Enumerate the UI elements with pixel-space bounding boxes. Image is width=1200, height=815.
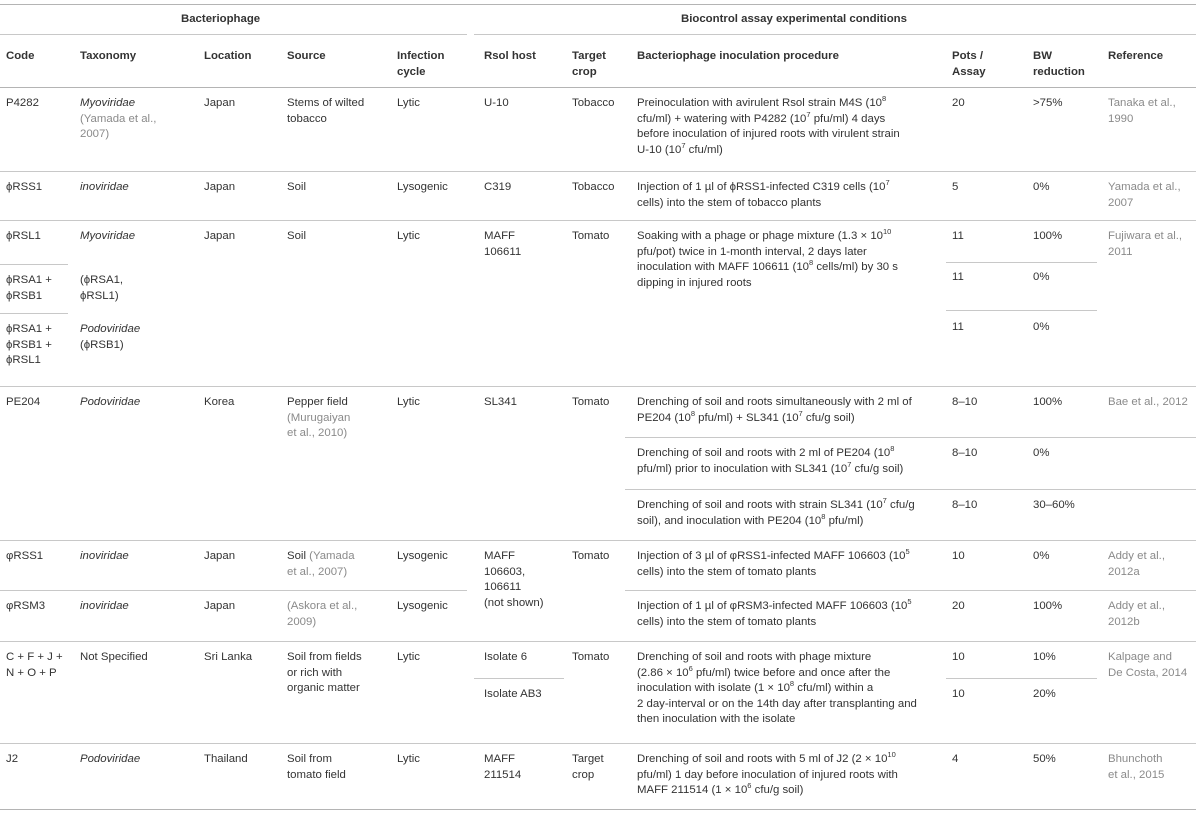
group-rule-bacteriophage xyxy=(0,34,467,35)
cell-bw: 0% xyxy=(1033,447,1050,459)
cell-pots: 10 xyxy=(952,550,965,562)
row-rule xyxy=(0,386,1196,387)
cell-host: Isolate 6 xyxy=(484,651,528,663)
cell-taxonomy: Podoviridae (ϕRSB1) xyxy=(80,323,141,351)
cell-bw: 10% xyxy=(1033,651,1056,663)
subrow-rule xyxy=(0,264,68,265)
cell-bw: 0% xyxy=(1033,550,1050,562)
cell-crop: Target crop xyxy=(572,753,604,781)
cell-source: (Askora et al., 2009) xyxy=(287,600,358,628)
cell-location: Japan xyxy=(204,550,236,562)
table-bottom-rule xyxy=(0,809,1196,810)
cell-code: ϕRSS1 xyxy=(6,181,43,193)
subrow-rule xyxy=(625,437,1196,438)
cell-taxonomy: Podoviridae xyxy=(80,753,141,765)
cell-host: SL341 xyxy=(484,396,517,408)
cell-reference[interactable]: Fujiwara et al., 2011 xyxy=(1108,230,1183,258)
cell-taxonomy: inoviridae xyxy=(80,600,129,612)
cell-procedure: Preinoculation with avirulent Rsol strain M4S ($10^8$ cfu/ml) + watering with P4282 ($10^7$ pfu/ml) 4 days before inoculation of injured roots with virulent strain U-10 ($10^7$ cfu/ml) xyxy=(637,94,900,156)
cell-crop: Tobacco xyxy=(572,97,615,109)
cell-procedure: Injection of 1 µl of φRSM3-infected MAFF 106603 ($10^5$ cells) into the stem of tomato plants xyxy=(637,597,912,628)
cell-host: MAFF 106611 xyxy=(484,230,522,258)
column-header-source: Source xyxy=(287,50,326,62)
cell-code: ϕRSA1 + ϕRSB1 + ϕRSL1 xyxy=(6,323,52,366)
cell-pots: 8–10 xyxy=(952,447,978,459)
cell-host: C319 xyxy=(484,181,512,193)
cell-cycle: Lysogenic xyxy=(397,550,448,562)
cell-cycle: Lytic xyxy=(397,753,420,765)
cell-pots: 20 xyxy=(952,97,965,109)
column-header-bw: BW reduction xyxy=(1033,50,1085,78)
cell-taxonomy: Not Specified xyxy=(80,651,148,663)
cell-crop: Tomato xyxy=(572,396,610,408)
cell-pots: 10 xyxy=(952,651,965,663)
cell-procedure: Drenching of soil and roots with 2 ml of PE204 ($10^8$ pfu/ml) prior to inoculation with SL341 ($10^7$ cfu/g soil) xyxy=(637,444,904,475)
cell-cycle: Lysogenic xyxy=(397,600,448,612)
subrow-rule xyxy=(946,678,1097,679)
column-header-taxonomy: Taxonomy xyxy=(80,50,137,62)
group-rule-biocontrol xyxy=(474,34,1196,35)
cell-reference[interactable]: Bhunchoth et al., 2015 xyxy=(1108,753,1165,781)
subrow-rule xyxy=(625,489,1196,490)
column-header-code: Code xyxy=(6,50,35,62)
cell-cycle: Lytic xyxy=(397,97,420,109)
cell-code: PE204 xyxy=(6,396,41,408)
table-top-rule xyxy=(0,4,1196,5)
subrow-rule xyxy=(946,262,1097,263)
cell-location: Japan xyxy=(204,600,236,612)
row-rule xyxy=(0,171,1196,172)
cell-reference[interactable]: Bae et al., 2012 xyxy=(1108,396,1188,408)
cell-host: U-10 xyxy=(484,97,509,109)
cell-cycle: Lysogenic xyxy=(397,181,448,193)
row-rule xyxy=(0,540,1196,541)
cell-procedure: Drenching of soil and roots with strain SL341 ($10^7$ cfu/g soil), and inoculation with PE204 ($10^8$ pfu/ml) xyxy=(637,496,915,527)
row-rule xyxy=(0,220,1196,221)
cell-source: Pepper field (Murugaiyan et al., 2010) xyxy=(287,396,351,439)
cell-reference[interactable]: Kalpage and De Costa, 2014 xyxy=(1108,651,1188,679)
row-rule xyxy=(0,641,1196,642)
cell-source: Stems of wilted tobacco xyxy=(287,97,365,125)
cell-taxonomy: inoviridae xyxy=(80,550,129,562)
cell-reference[interactable]: Addy et al., 2012b xyxy=(1108,600,1165,628)
cell-taxonomy: Myoviridae xyxy=(80,230,136,242)
column-header-infection: Infection cycle xyxy=(397,50,445,78)
column-header-location: Location xyxy=(204,50,252,62)
subrow-rule xyxy=(625,590,1196,591)
cell-procedure: Soaking with a phage or phage mixture ($1.3 \times 10^{10}$ pfu/pot) twice in 1-month interval, 2 days later inoculation with MAFF 106611 ($10^8$ cells/ml) by 30 s dipping in injured roots xyxy=(637,227,899,289)
group-header-bacteriophage: Bacteriophage xyxy=(181,13,261,25)
cell-source: Soil xyxy=(287,181,306,193)
cell-procedure: Drenching of soil and roots simultaneously with 2 ml of PE204 ($10^8$ pfu/ml) + SL341 ($10^7$ cfu/g soil) xyxy=(637,396,912,424)
cell-source: Soil from tomato field xyxy=(287,753,346,781)
cell-code: J2 xyxy=(6,753,19,765)
column-header-procedure: Bacteriophage inoculation procedure xyxy=(637,50,839,62)
cell-crop: Tobacco xyxy=(572,181,615,193)
cell-cycle: Lytic xyxy=(397,396,420,408)
cell-bw: 0% xyxy=(1033,271,1050,283)
cell-reference[interactable]: Addy et al., 2012a xyxy=(1108,550,1165,578)
cell-pots: 8–10 xyxy=(952,396,978,408)
column-header-host: Rsol host xyxy=(484,50,536,62)
cell-procedure: Drenching of soil and roots with phage mixture ($2.86 \times 10^6$ pfu/ml) twice before and once after the inoculation with isolate ($1 \times 10^8$ cfu/ml) within a 2 day-interval or on the 14th day after transplanting and then inoculation with the isolate xyxy=(637,651,917,725)
cell-location: Sri Lanka xyxy=(204,651,253,663)
cell-crop: Tomato xyxy=(572,651,610,663)
cell-bw: 20% xyxy=(1033,688,1056,700)
cell-bw: 30–60% xyxy=(1033,499,1075,511)
cell-crop: Tomato xyxy=(572,550,610,562)
cell-procedure: Injection of 3 µl of φRSS1-infected MAFF 106603 ($10^5$ cells) into the stem of tomato plants xyxy=(637,547,910,578)
cell-location: Japan xyxy=(204,181,236,193)
cell-pots: 5 xyxy=(952,181,959,193)
cell-cycle: Lytic xyxy=(397,230,420,242)
group-header-biocontrol: Biocontrol assay experimental conditions xyxy=(681,13,907,25)
cell-location: Korea xyxy=(204,396,235,408)
column-header-reference: Reference xyxy=(1108,50,1164,62)
cell-source: Soil from fields or rich with organic matter xyxy=(287,651,362,694)
row-rule xyxy=(0,743,1196,744)
cell-bw: 50% xyxy=(1033,753,1056,765)
cell-host: Isolate AB3 xyxy=(484,688,542,700)
cell-procedure: Drenching of soil and roots with 5 ml of J2 ($2 \times 10^{10}$ pfu/ml) 1 day before inoculation of injured roots with MAFF 211514 ($1 \times 10^6$ cfu/g soil) xyxy=(637,750,898,796)
cell-bw: 0% xyxy=(1033,321,1050,333)
cell-reference[interactable]: Yamada et al., 2007 xyxy=(1108,181,1181,209)
cell-code: ϕRSA1 + ϕRSB1 xyxy=(6,274,52,302)
cell-taxonomy: (ϕRSA1, ϕRSL1) xyxy=(80,274,124,302)
cell-pots: 20 xyxy=(952,600,965,612)
cell-code: ϕRSL1 xyxy=(6,230,41,242)
cell-code: φRSM3 xyxy=(6,600,46,612)
subrow-rule xyxy=(474,678,564,679)
cell-host: MAFF 106603, 106611 (not shown) xyxy=(484,550,544,609)
subrow-rule xyxy=(946,310,1097,311)
cell-taxonomy: Podoviridae xyxy=(80,396,141,408)
column-header-crop: Target crop xyxy=(572,50,606,78)
cell-bw: 100% xyxy=(1033,396,1063,408)
cell-taxonomy: Myoviridae (Yamada et al., 2007) xyxy=(80,97,157,140)
cell-location: Japan xyxy=(204,97,236,109)
column-header-pots: Pots / Assay xyxy=(952,50,986,78)
cell-pots: 11 xyxy=(952,271,964,283)
cell-code: P4282 xyxy=(6,97,39,109)
cell-source: Soil xyxy=(287,230,306,242)
cell-procedure: Injection of 1 µl of ϕRSS1-infected C319 cells ($10^7$ cells) into the stem of tobacco plants xyxy=(637,178,890,209)
cell-code: C + F + J + N + O + P xyxy=(6,651,63,679)
cell-host: MAFF 211514 xyxy=(484,753,522,781)
cell-bw: >75% xyxy=(1033,97,1063,109)
cell-bw: 100% xyxy=(1033,230,1063,242)
cell-bw: 100% xyxy=(1033,600,1063,612)
cell-pots: 4 xyxy=(952,753,959,765)
cell-pots: 11 xyxy=(952,230,964,242)
cell-bw: 0% xyxy=(1033,181,1050,193)
subrow-rule xyxy=(0,590,467,591)
header-bottom-rule xyxy=(0,87,1196,88)
cell-reference[interactable]: Tanaka et al., 1990 xyxy=(1108,97,1176,125)
cell-crop: Tomato xyxy=(572,230,610,242)
cell-source: Soil (Yamada et al., 2007) xyxy=(287,550,355,578)
cell-cycle: Lytic xyxy=(397,651,420,663)
subrow-rule xyxy=(0,313,68,314)
cell-location: Japan xyxy=(204,230,236,242)
cell-pots: 10 xyxy=(952,688,965,700)
cell-pots: 11 xyxy=(952,321,964,333)
cell-code: φRSS1 xyxy=(6,550,44,562)
cell-location: Thailand xyxy=(204,753,248,765)
cell-taxonomy: inoviridae xyxy=(80,181,129,193)
cell-pots: 8–10 xyxy=(952,499,978,511)
